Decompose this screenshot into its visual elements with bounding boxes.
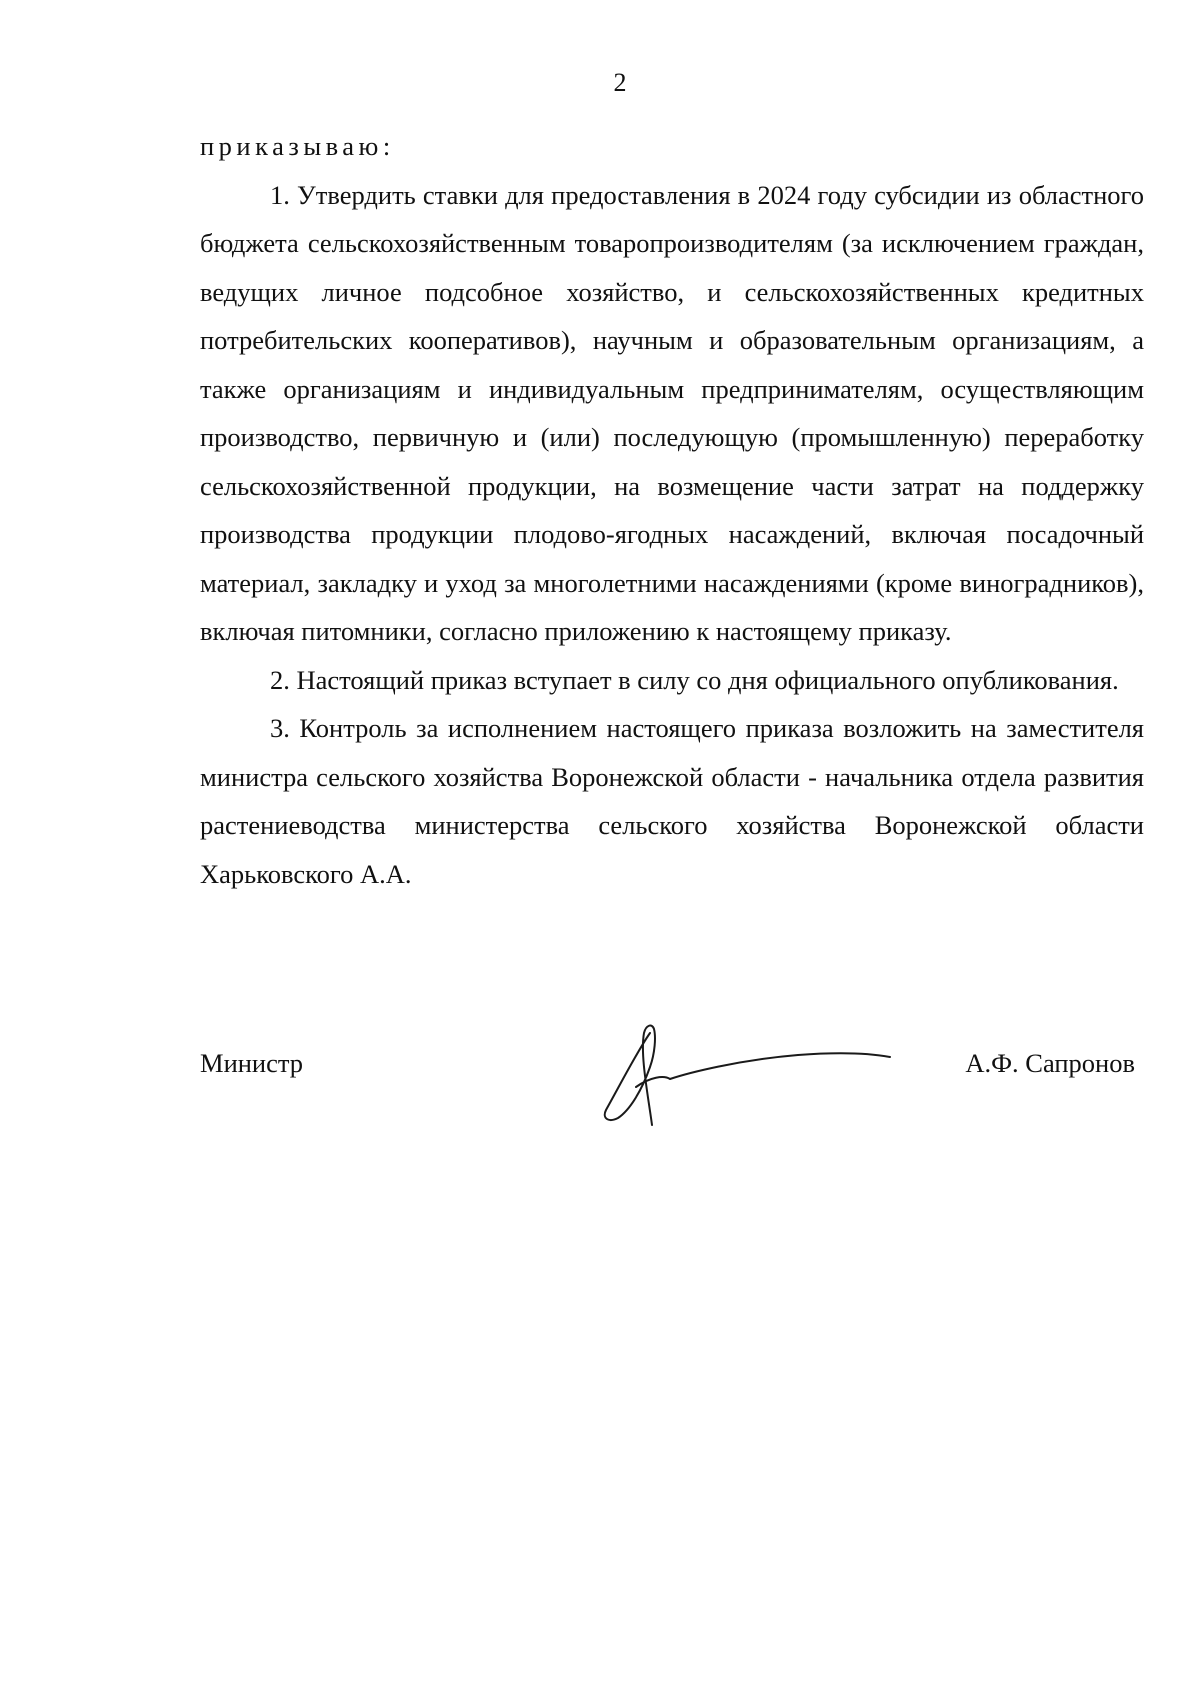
order-preamble: приказываю: (200, 131, 395, 161)
page-number: 2 (613, 68, 627, 97)
signatory-title: Министр (200, 1048, 304, 1078)
order-item-1: 1. Утвердить ставки для предоставления в 2024 году субсидии из областного бюджета сельскохозяйственным товаропроизводителям (за исключением граждан, ведущих личное подсобное хозяйство, и сельскохозяйственных кредитных потребительских кооперативов), научным и образовательным организациям, а также организациям и индивидуальным предпринимателям, осуществляющим производство, первичную и (или) последующую (промышленную) переработку сельскохозяйственной продукции, на возмещение части затрат на поддержку производства продукции плодово-ягодных насаждений, включая посадочный материал, закладку и уход за многолетними насаждениями (кроме виноградников), включая питомники, согласно приложению к настоящему приказу. (200, 179, 1144, 646)
order-body (200, 122, 1144, 898)
handwritten-signature (598, 1015, 898, 1135)
signatory-name: А.Ф. Сапронов (965, 1048, 1135, 1078)
order-item-3: 3. Контроль за исполнением настоящего приказа возложить на заместителя министра сельского хозяйства Воронежской области - начальника отдела развития растениеводства министерства сельского хозяйства Воронежской области Харьковского А.А. (200, 713, 1144, 889)
order-item-2: 2. Настоящий приказ вступает в силу со дня официального опубликования. (270, 664, 1119, 695)
